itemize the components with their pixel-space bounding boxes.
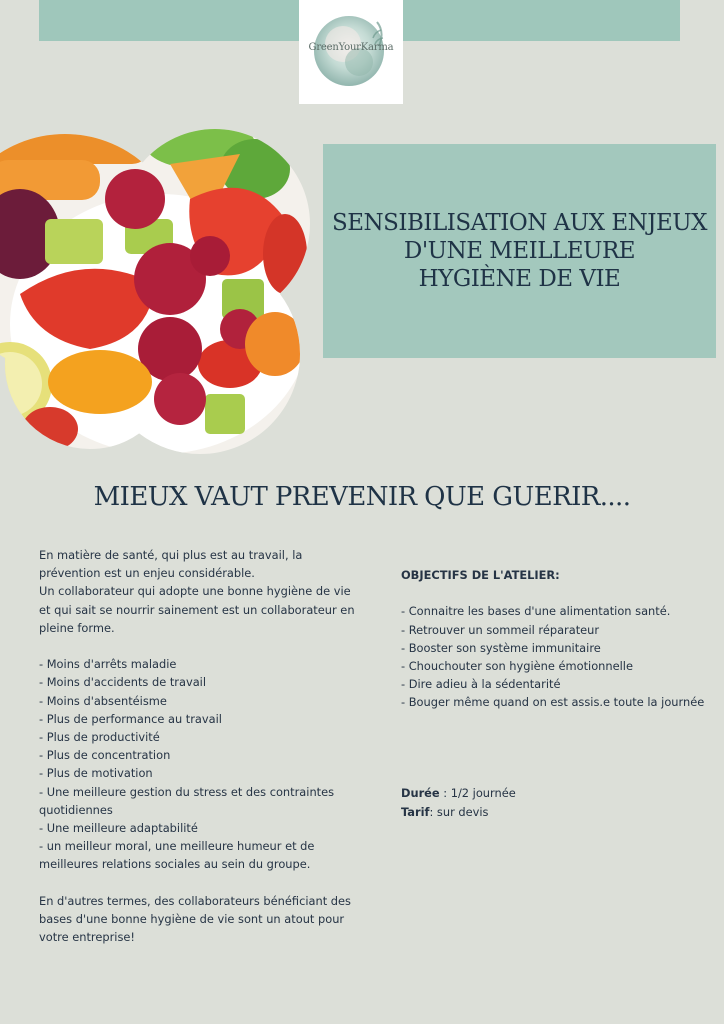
list-item: - Plus de performance au travail <box>39 711 222 726</box>
duration-line <box>401 784 711 802</box>
intro-paragraph-2: Un collaborateur qui adopte une bonne hygiène de vie et qui sait se nourrir sainement est un collaborateur en pleine forme. <box>39 584 355 635</box>
brand-logo <box>299 0 403 104</box>
logo-text: GreenYourKarma <box>308 42 394 53</box>
conclusion-paragraph: En d'autres termes, des collaborateurs bénéficiant des bases d'une bonne hygiène de vie sont un atout pour votre entreprise! <box>39 893 351 945</box>
title-panel <box>323 144 716 358</box>
list-item: - Moins d'accidents de travail <box>39 675 207 690</box>
price-label: Tarif <box>401 804 430 819</box>
list-item: - Plus de productivité <box>39 730 160 745</box>
list-item: - Une meilleure adaptabilité <box>39 821 198 836</box>
duration-value: : 1/2 journée <box>439 786 516 801</box>
price-value: : sur devis <box>429 804 489 819</box>
list-item: - Dire adieu à la sédentarité <box>401 677 561 692</box>
fruit-salad-photo <box>0 124 310 456</box>
list-item: - Chouchouter son hygiène émotionnelle <box>401 659 633 673</box>
page-title: SENSIBILISATION AUX ENJEUX D'UNE MEILLEURE HYGIÈNE DE VIE <box>331 209 708 293</box>
benefits-list <box>39 655 357 873</box>
list-item: - Une meilleure gestion du stress et des contraintes quotidiennes <box>39 784 335 817</box>
list-item: - Retrouver un sommeil réparateur <box>401 622 600 637</box>
list-item: - Plus de concentration <box>39 748 171 763</box>
right-column <box>401 566 711 821</box>
list-item: - Plus de motivation <box>39 766 153 781</box>
list-item: - Moins d'absentéisme <box>39 693 167 708</box>
objectives-heading: OBJECTIFS DE L'ATELIER: <box>401 568 560 582</box>
list-item: - Bouger même quand on est assis.e toute la journée <box>401 695 705 710</box>
objectives-list <box>401 602 711 711</box>
list-item: - un meilleur moral, une meilleure humeur et de meilleures relations sociales au sein du groupe. <box>39 839 315 872</box>
list-item: - Connaitre les bases d'une alimentation santé. <box>401 604 671 619</box>
left-column <box>39 546 357 946</box>
section-subtitle: MIEUX VAUT PREVENIR QUE GUERIR.... <box>93 482 631 512</box>
price-line <box>401 803 711 821</box>
intro-paragraph-1: En matière de santé, qui plus est au travail, la prévention est un enjeu considérable. <box>39 548 303 581</box>
list-item: - Booster son système immunitaire <box>401 640 601 655</box>
duration-label: Durée <box>401 786 440 801</box>
list-item: - Moins d'arrêts maladie <box>39 657 177 672</box>
